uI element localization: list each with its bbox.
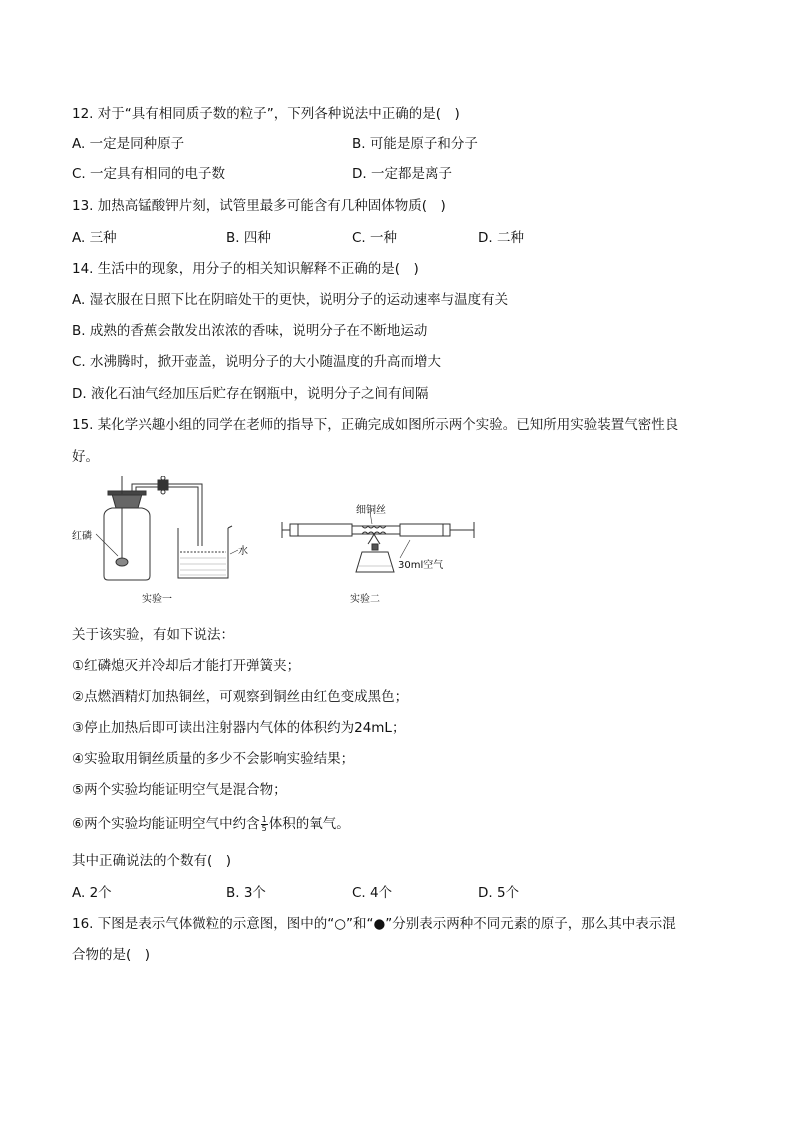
statement-6-prefix: ⑥两个实验均能证明空气中约含 xyxy=(72,816,260,832)
q13-stem: 13. 加热高锰酸钾片刻，试管里最多可能含有几种固体物质( ) xyxy=(72,198,446,214)
statement-6-suffix: 体积的氧气。 xyxy=(268,816,350,832)
q16-stem-line1: 16. 下图是表示气体微粒的示意图，图中的“○”和“●”分别表示两种不同元素的原子，那么其中表示混 xyxy=(72,916,676,932)
q15-statement-3: ③停止加热后即可读出注射器内气体的体积约为24mL； xyxy=(72,720,406,736)
caption-experiment-one: 实验一 xyxy=(142,594,172,605)
q15-option-b: B. 3个 xyxy=(226,885,266,901)
q12-stem: 12. 对于“具有相同质子数的粒子”，下列各种说法中正确的是( ) xyxy=(72,106,460,122)
q15-statement-6 xyxy=(72,814,350,834)
q14-option-a: A. 湿衣服在日照下比在阴暗处干的更快，说明分子的运动速率与温度有关 xyxy=(72,292,509,308)
q14-option-c: C. 水沸腾时，掀开壶盖，说明分子的大小随温度的升高而增大 xyxy=(72,354,442,370)
q16-stem-line2: 合物的是( ) xyxy=(72,947,151,963)
q13-option-c: C. 一种 xyxy=(352,230,398,246)
q12-option-b: B. 可能是原子和分子 xyxy=(352,136,478,152)
q14-option-b: B. 成熟的香蕉会散发出浓浓的香味，说明分子在不断地运动 xyxy=(72,323,428,339)
q15-stem-line2: 好。 xyxy=(72,449,99,465)
q15-option-d: D. 5个 xyxy=(478,885,520,901)
q15-option-a: A. 2个 xyxy=(72,885,112,901)
q13-option-b: B. 四种 xyxy=(226,230,271,246)
q15-stem-line1: 15. 某化学兴趣小组的同学在老师的指导下，正确完成如图所示两个实验。已知所用实验装置气密性良 xyxy=(72,417,679,433)
q15-statement-1: ①红磷熄灭并冷却后才能打开弹簧夹； xyxy=(72,658,301,674)
label-30ml-air: 30ml空气 xyxy=(398,560,444,571)
experiment-one-figure xyxy=(70,476,260,586)
q14-stem: 14. 生活中的现象，用分子的相关知识解释不正确的是( ) xyxy=(72,261,419,277)
q12-option-c: C. 一定具有相同的电子数 xyxy=(72,166,226,182)
q14-option-d: D. 液化石油气经加压后贮存在钢瓶中，说明分子之间有间隔 xyxy=(72,386,429,402)
q15-statement-2: ②点燃酒精灯加热铜丝，可观察到铜丝由红色变成黑色； xyxy=(72,689,409,705)
q15-question: 其中正确说法的个数有( ) xyxy=(72,853,232,869)
q15-statement-5: ⑤两个实验均能证明空气是混合物； xyxy=(72,782,287,798)
label-water: 水 xyxy=(238,546,248,557)
q15-statement-4: ④实验取用铜丝质量的多少不会影响实验结果； xyxy=(72,751,355,767)
q12-option-d: D. 一定都是离子 xyxy=(352,166,452,182)
q15-intro: 关于该实验，有如下说法： xyxy=(72,627,234,643)
q12-option-a: A. 一定是同种原子 xyxy=(72,136,185,152)
label-red-phosphorus: 红磷 xyxy=(72,531,92,542)
q13-option-d: D. 二种 xyxy=(478,230,524,246)
caption-experiment-two: 实验二 xyxy=(350,594,380,605)
q13-option-a: A. 三种 xyxy=(72,230,117,246)
one-fifth-fraction: $\frac{1}{5}$ xyxy=(261,814,267,833)
q15-option-c: C. 4个 xyxy=(352,885,393,901)
label-copper-wire: 细铜丝 xyxy=(356,505,386,516)
